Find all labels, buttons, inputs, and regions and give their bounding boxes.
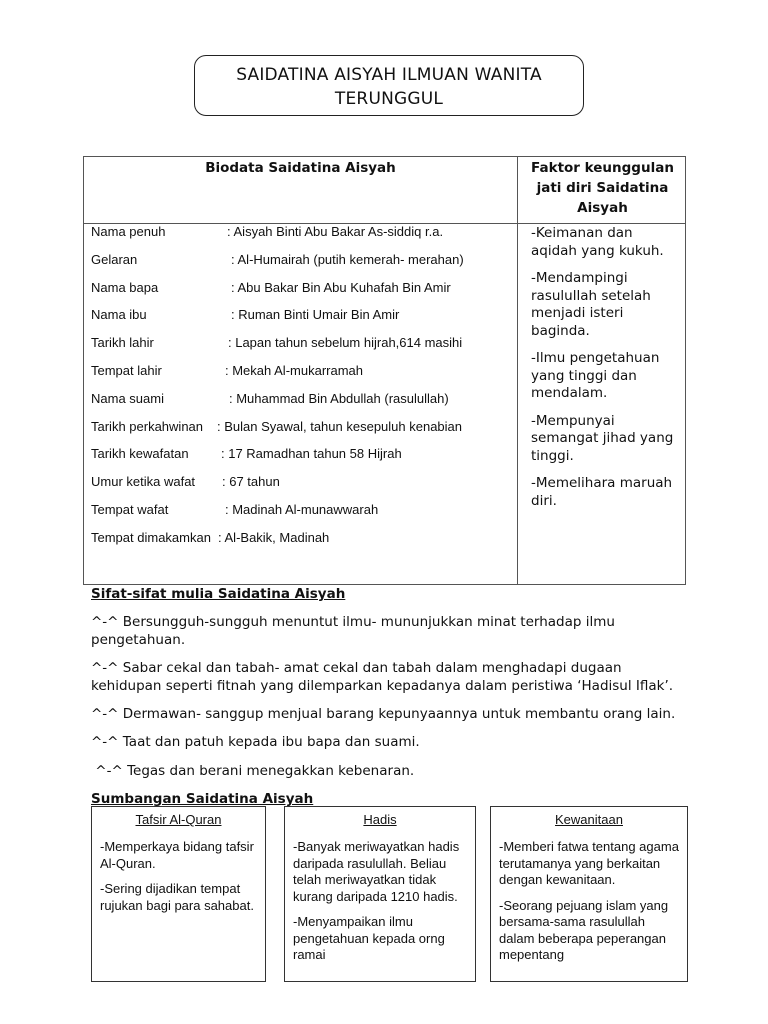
list-item: -Memberi fatwa tentang agama terutamanya yang berkaitan dengan kewanitaan.	[499, 839, 679, 887]
faktor-item: -Ilmu pengetahuan yang tinggi dan mendalam.	[531, 350, 660, 401]
row-value: : Ruman Binti Umair Bin Amir	[231, 307, 400, 323]
sumbangan-box-tafsir	[91, 806, 266, 982]
biodata-table	[83, 156, 686, 585]
faktor-item: -Mendampingi rasulullah setelah menjadi isteri baginda.	[531, 270, 651, 339]
row-label: Nama suami	[91, 390, 164, 406]
row-label: Tempat wafat	[91, 502, 169, 517]
list-item: -Memperkaya bidang tafsir Al-Quran.	[100, 839, 254, 871]
list-item: -Sering dijadikan tempat rujukan bagi para sahabat.	[100, 881, 254, 913]
box-title: Tafsir Al-Quran	[135, 812, 222, 827]
faktor-item: -Memelihara maruah diri.	[531, 475, 673, 509]
sifat-item: ^-^ Bersungguh-sungguh menuntut ilmu- mununjukkan minat terhadap ilmu pengetahuan.	[91, 614, 615, 648]
row-label: Tarikh kewafatan	[91, 446, 189, 462]
row-value: : Muhammad Bin Abdullah (rasulullah)	[229, 390, 449, 406]
row-label: Nama bapa	[91, 279, 159, 295]
row-label: Gelaran	[91, 251, 138, 267]
sifat-item: ^-^ Tegas dan berani menegakkan kebenaran.	[91, 763, 415, 779]
sifat-item: ^-^ Sabar cekal dan tabah- amat cekal dan tabah dalam menghadapi dugaan kehidupan seperti fitnah yang dilemparkan kepadanya dalam peristiwa ‘Hadisul Iflak’.	[91, 660, 674, 694]
faktor-item: -Keimanan dan aqidah yang kukuh.	[531, 225, 664, 259]
list-item: -Seorang pejuang islam yang bersama-sama rasulullah dalam beberapa peperangan mepentang	[499, 897, 669, 962]
biodata-header: Biodata Saidatina Aisyah	[205, 160, 396, 176]
list-item: -Menyampaikan ilmu pengetahuan kepada orng ramai	[293, 914, 445, 962]
row-value: : Aisyah Binti Abu Bakar As-siddiq r.a.	[227, 224, 444, 239]
faktor-header: Faktor keunggulan jati diri Saidatina Aisyah	[531, 160, 674, 216]
sifat-item: ^-^ Dermawan- sanggup menjual barang kepunyaannya untuk membantu orang lain.	[91, 706, 676, 722]
row-value: : Al-Humairah (putih kemerah- merahan)	[231, 251, 464, 267]
row-value: : Bulan Syawal, tahun kesepuluh kenabian	[217, 418, 463, 434]
sumbangan-box-hadis	[284, 806, 476, 982]
document-title	[194, 55, 584, 116]
row-label: Nama ibu	[91, 307, 147, 323]
faktor-list	[531, 225, 681, 520]
row-value: : Abu Bakar Bin Abu Kuhafah Bin Amir	[231, 279, 451, 295]
row-label: Umur ketika wafat	[91, 474, 196, 490]
row-value: : Al-Bakik, Madinah	[218, 529, 330, 545]
row-label: Tempat lahir	[91, 363, 162, 378]
sumbangan-heading: Sumbangan Saidatina Aisyah	[91, 791, 314, 807]
box-body	[285, 839, 475, 964]
row-value: : 17 Ramadhan tahun 58 Hijrah	[221, 446, 402, 462]
document-title-text: SAIDATINA AISYAH ILMUAN WANITA TERUNGGUL	[236, 65, 542, 109]
box-title: Kewanitaan	[555, 812, 623, 827]
row-label: Tempat dimakamkan	[91, 529, 211, 545]
faktor-item: -Mempunyai semangat jihad yang tinggi.	[531, 412, 674, 464]
row-label: Tarikh lahir	[91, 335, 154, 351]
box-body	[491, 839, 687, 964]
row-value: : Lapan tahun sebelum hijrah,614 masihi	[228, 335, 463, 351]
sifat-item: ^-^ Taat dan patuh kepada ibu bapa dan suami.	[91, 734, 420, 750]
row-value: : Mekah Al-mukarramah	[225, 363, 363, 378]
table-column-divider	[517, 157, 518, 584]
row-label: Tarikh perkahwinan	[91, 418, 204, 434]
box-title: Hadis	[363, 812, 397, 827]
row-value: : Madinah Al-munawwarah	[225, 502, 379, 517]
sumbangan-box-kewanitaan	[490, 806, 688, 982]
sifat-heading: Sifat-sifat mulia Saidatina Aisyah	[91, 586, 346, 602]
row-value: : 67 tahun	[222, 474, 280, 490]
list-item: -Banyak meriwayatkan hadis daripada rasulullah. Beliau telah meriwayatkan tidak kurang daripada 1210 hadis.	[293, 839, 460, 904]
row-label: Nama penuh	[91, 224, 166, 239]
box-body	[92, 839, 265, 914]
